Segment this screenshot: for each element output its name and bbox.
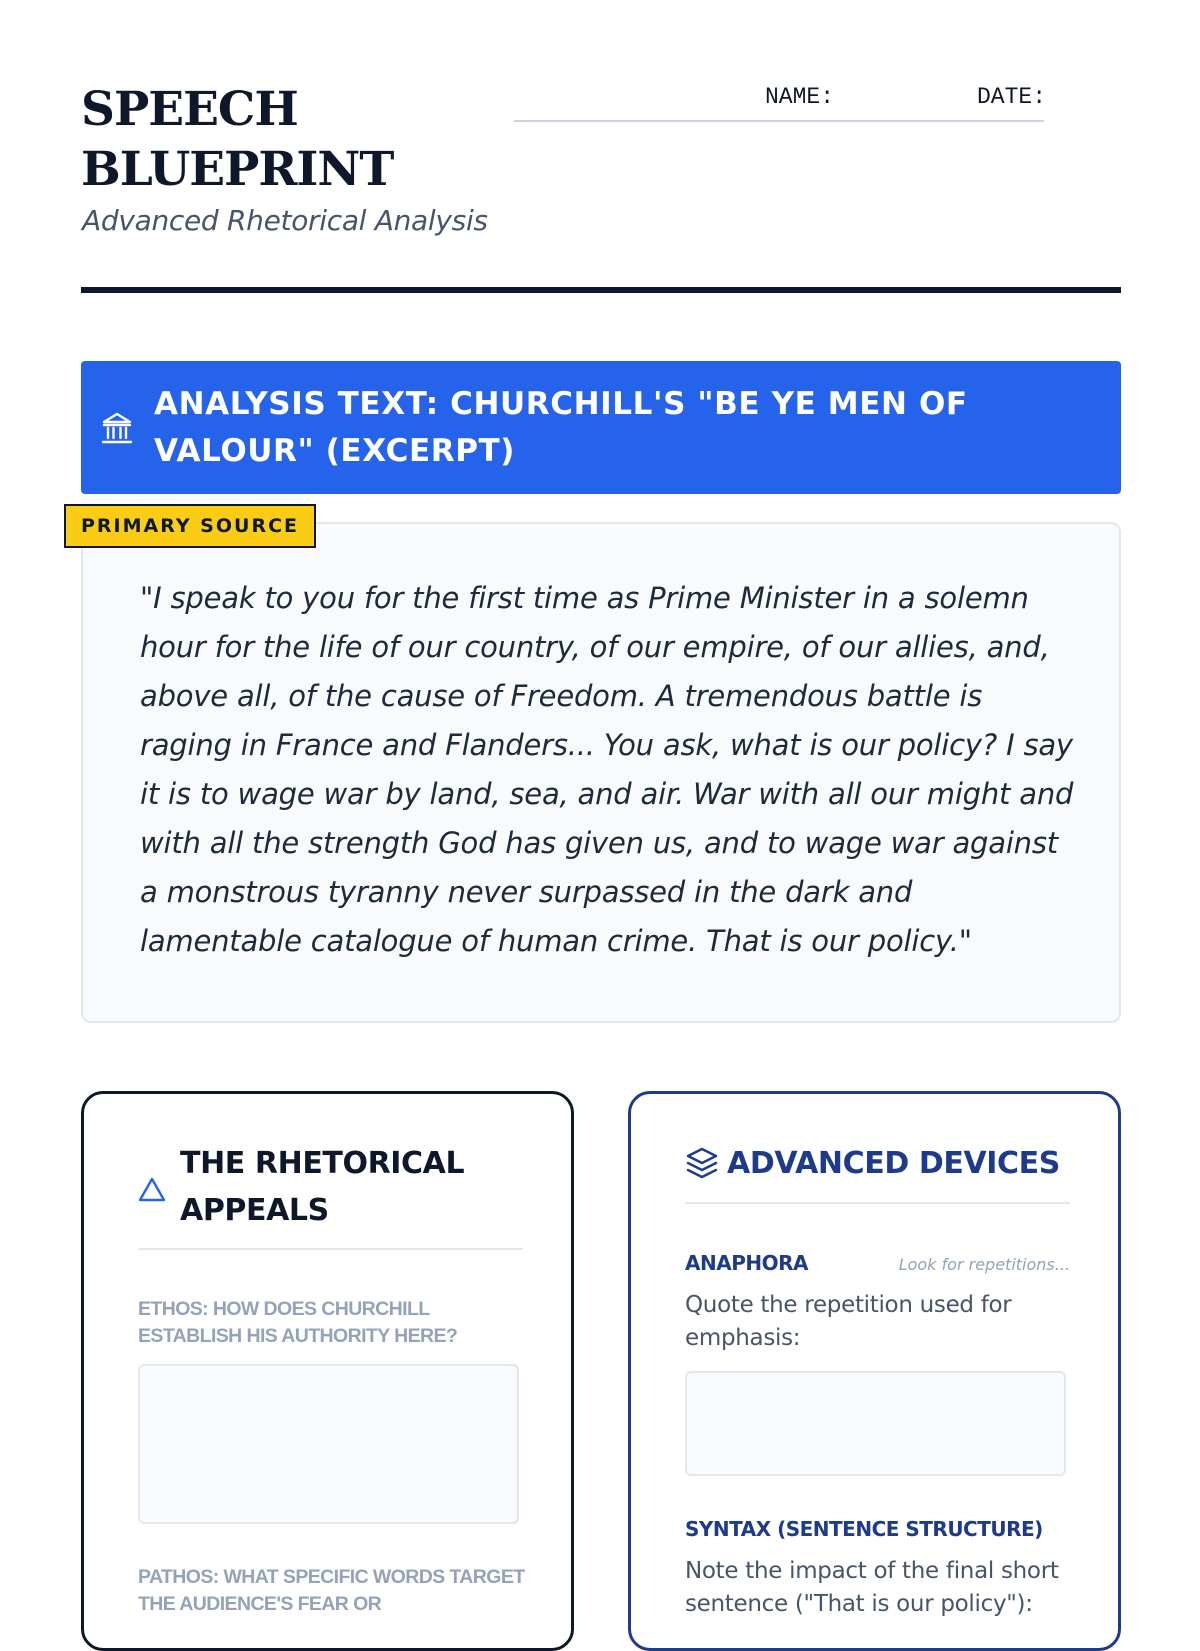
anaphora-prompt: Quote the repetition used for emphasis: (685, 1292, 1012, 1351)
anaphora-hint: Look for repetitions... (898, 1255, 1070, 1274)
pathos-question: PATHOS: WHAT SPECIFIC WORDS TARGET THE AUDIENCE'S FEAR OR (138, 1566, 525, 1615)
anaphora-answer-box[interactable] (685, 1371, 1066, 1476)
appeals-title: THE RHETORICAL APPEALS (180, 1146, 465, 1228)
devices-header (685, 1146, 1070, 1204)
banner-title: ANALYSIS TEXT: CHURCHILL'S "BE YE MEN OF VALOUR" (EXCERPT) (154, 386, 968, 469)
analysis-text-banner (81, 361, 1121, 494)
advanced-devices-card (628, 1091, 1121, 1651)
syntax-prompt: Note the impact of the final short sentence ("That is our policy"): (685, 1558, 1059, 1617)
header-divider (81, 287, 1121, 293)
ethos-question: ETHOS: HOW DOES CHURCHILL ESTABLISH HIS AUTHORITY HERE? (138, 1298, 458, 1347)
name-date-field[interactable] (514, 82, 1047, 122)
landmark-icon (101, 411, 133, 445)
source-quote: "I speak to you for the first time as Prime Minister in a solemn hour for the life of our country, of our empire, of our allies, and, above all, of the cause of Freedom. A tremendous battle is raging in France and Flanders... You ask, what is our policy? I say it is to wage war by land, sea, and air. War with all our might and with all the strength God has given us, and to wage war against a monstrous tyranny never surpassed in the dark and lamentable catalogue of human crime. That is our policy." (140, 581, 1074, 958)
anaphora-label: ANAPHORA (685, 1251, 808, 1275)
rhetorical-appeals-card (81, 1091, 574, 1651)
worksheet-header (81, 80, 1121, 295)
triangle-icon (138, 1176, 166, 1204)
name-label: NAME: (765, 84, 835, 110)
date-label: DATE: (977, 84, 1047, 110)
ethos-answer-box[interactable] (138, 1364, 519, 1524)
page-subtitle: Advanced Rhetorical Analysis (82, 204, 488, 237)
appeals-header (138, 1146, 523, 1250)
syntax-label: SYNTAX (SENTENCE STRUCTURE) (685, 1517, 1043, 1541)
page-title: SPEECH BLUEPRINT (81, 82, 394, 197)
source-quote-box (81, 522, 1121, 1023)
primary-source-badge: PRIMARY SOURCE (64, 504, 316, 548)
layers-icon (685, 1146, 719, 1180)
devices-title: ADVANCED DEVICES (727, 1146, 1060, 1181)
